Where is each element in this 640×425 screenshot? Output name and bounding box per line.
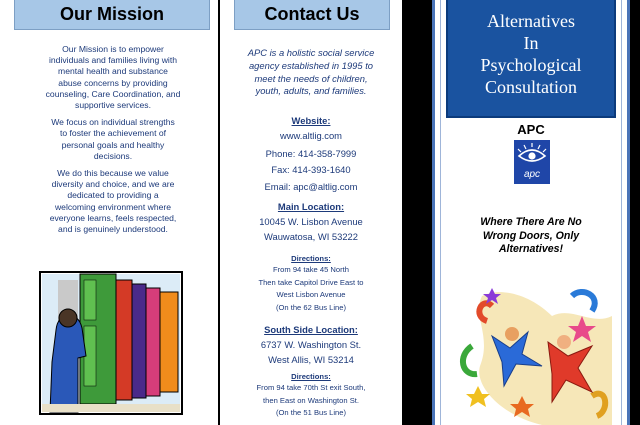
directions-line: West Lisbon Avenue <box>276 290 346 300</box>
directions-line: From 94 take 70th St exit South, <box>256 383 366 393</box>
contact-details <box>220 115 402 194</box>
title-line: Alternatives <box>487 11 575 31</box>
directions-label: Directions: <box>291 254 331 263</box>
mission-line: everyone learns, feels respected, <box>49 212 177 223</box>
mission-line: We focus on individual strengths <box>51 117 175 128</box>
celebration-clipart <box>452 276 612 425</box>
south-location <box>220 324 402 366</box>
cover-panel <box>432 0 630 425</box>
contact-heading: Contact Us <box>234 0 390 30</box>
directions-line: (On the 51 Bus Line) <box>275 408 347 418</box>
mission-line: Our Mission is to empower <box>62 44 164 54</box>
main-location <box>220 201 402 243</box>
mission-line: to foster the achievement of <box>59 128 167 139</box>
mission-line: personal goals and healthy <box>61 139 165 150</box>
org-name: APC <box>517 122 545 137</box>
south-location-label: South Side Location: <box>264 324 358 335</box>
mission-line: decisions. <box>93 150 133 161</box>
mission-line: welcoming environment where <box>54 201 172 212</box>
directions-line: Then take Capitol Drive East to <box>258 277 364 287</box>
address-line: West Allis, WI 53214 <box>268 353 354 365</box>
mission-line: mental health and substance <box>58 66 168 77</box>
title-line: Psychological <box>480 55 582 75</box>
directions-line: then East on Washington St. <box>263 395 359 405</box>
directions-label: Directions: <box>291 372 331 381</box>
tagline-line: Alternatives! <box>498 243 564 255</box>
email-address[interactable]: Email: apc@altlig.com <box>264 181 358 193</box>
doors-clipart <box>38 270 184 418</box>
south-directions <box>220 372 402 419</box>
website-label: Website: <box>291 115 331 126</box>
mission-line: diversity and choice, and we are <box>51 179 175 190</box>
tagline <box>456 216 606 257</box>
mission-text <box>34 44 192 241</box>
address-line: 6737 W. Washington St. <box>260 338 362 350</box>
directions-line: From 94 take 45 North <box>273 265 349 275</box>
contact-intro <box>220 47 402 98</box>
phone-number: Phone: 414-358-7999 <box>265 147 357 159</box>
tagline-line: Where There Are No <box>480 216 582 228</box>
address-line: Wauwatosa, WI 53222 <box>264 230 358 242</box>
directions-line: (On the 62 Bus Line) <box>275 302 347 312</box>
mission-line: and is genuinely understood. <box>58 224 168 235</box>
mission-line: dedicated to providing a <box>67 190 159 201</box>
contact-panel <box>220 0 402 425</box>
mission-line: supportive services. <box>75 100 151 111</box>
apc-logo <box>514 140 550 184</box>
intro-line: meet the needs of children, <box>254 72 368 84</box>
title-line: Consultation <box>484 77 577 97</box>
mission-line: counseling, Care Coordination, and <box>45 88 181 99</box>
main-directions <box>220 254 402 313</box>
mission-panel <box>0 0 218 425</box>
fax-number: Fax: 414-393-1640 <box>271 164 351 176</box>
mission-paragraph-1 <box>34 44 192 111</box>
address-line: 10045 W. Lisbon Avenue <box>259 215 363 227</box>
intro-line: APC is a holistic social service <box>247 47 375 58</box>
mission-line: We do this because we value <box>57 168 169 179</box>
title-box <box>446 0 616 118</box>
mission-paragraph-2 <box>34 117 192 162</box>
main-location-label: Main Location: <box>277 201 345 212</box>
mission-line: abuse concerns by providing <box>58 77 168 88</box>
website-link[interactable]: www.altlig.com <box>280 129 342 141</box>
intro-line: agency established in 1995 to <box>248 59 374 71</box>
tagline-line: Wrong Doors, Only <box>482 229 580 242</box>
mission-heading: Our Mission <box>14 0 210 30</box>
mission-line: individuals and families living with <box>48 55 177 66</box>
intro-line: youth, adults, and families. <box>255 85 367 97</box>
logo-text: apc <box>523 169 541 180</box>
title-line: In <box>523 33 539 53</box>
mission-paragraph-3 <box>34 168 192 235</box>
